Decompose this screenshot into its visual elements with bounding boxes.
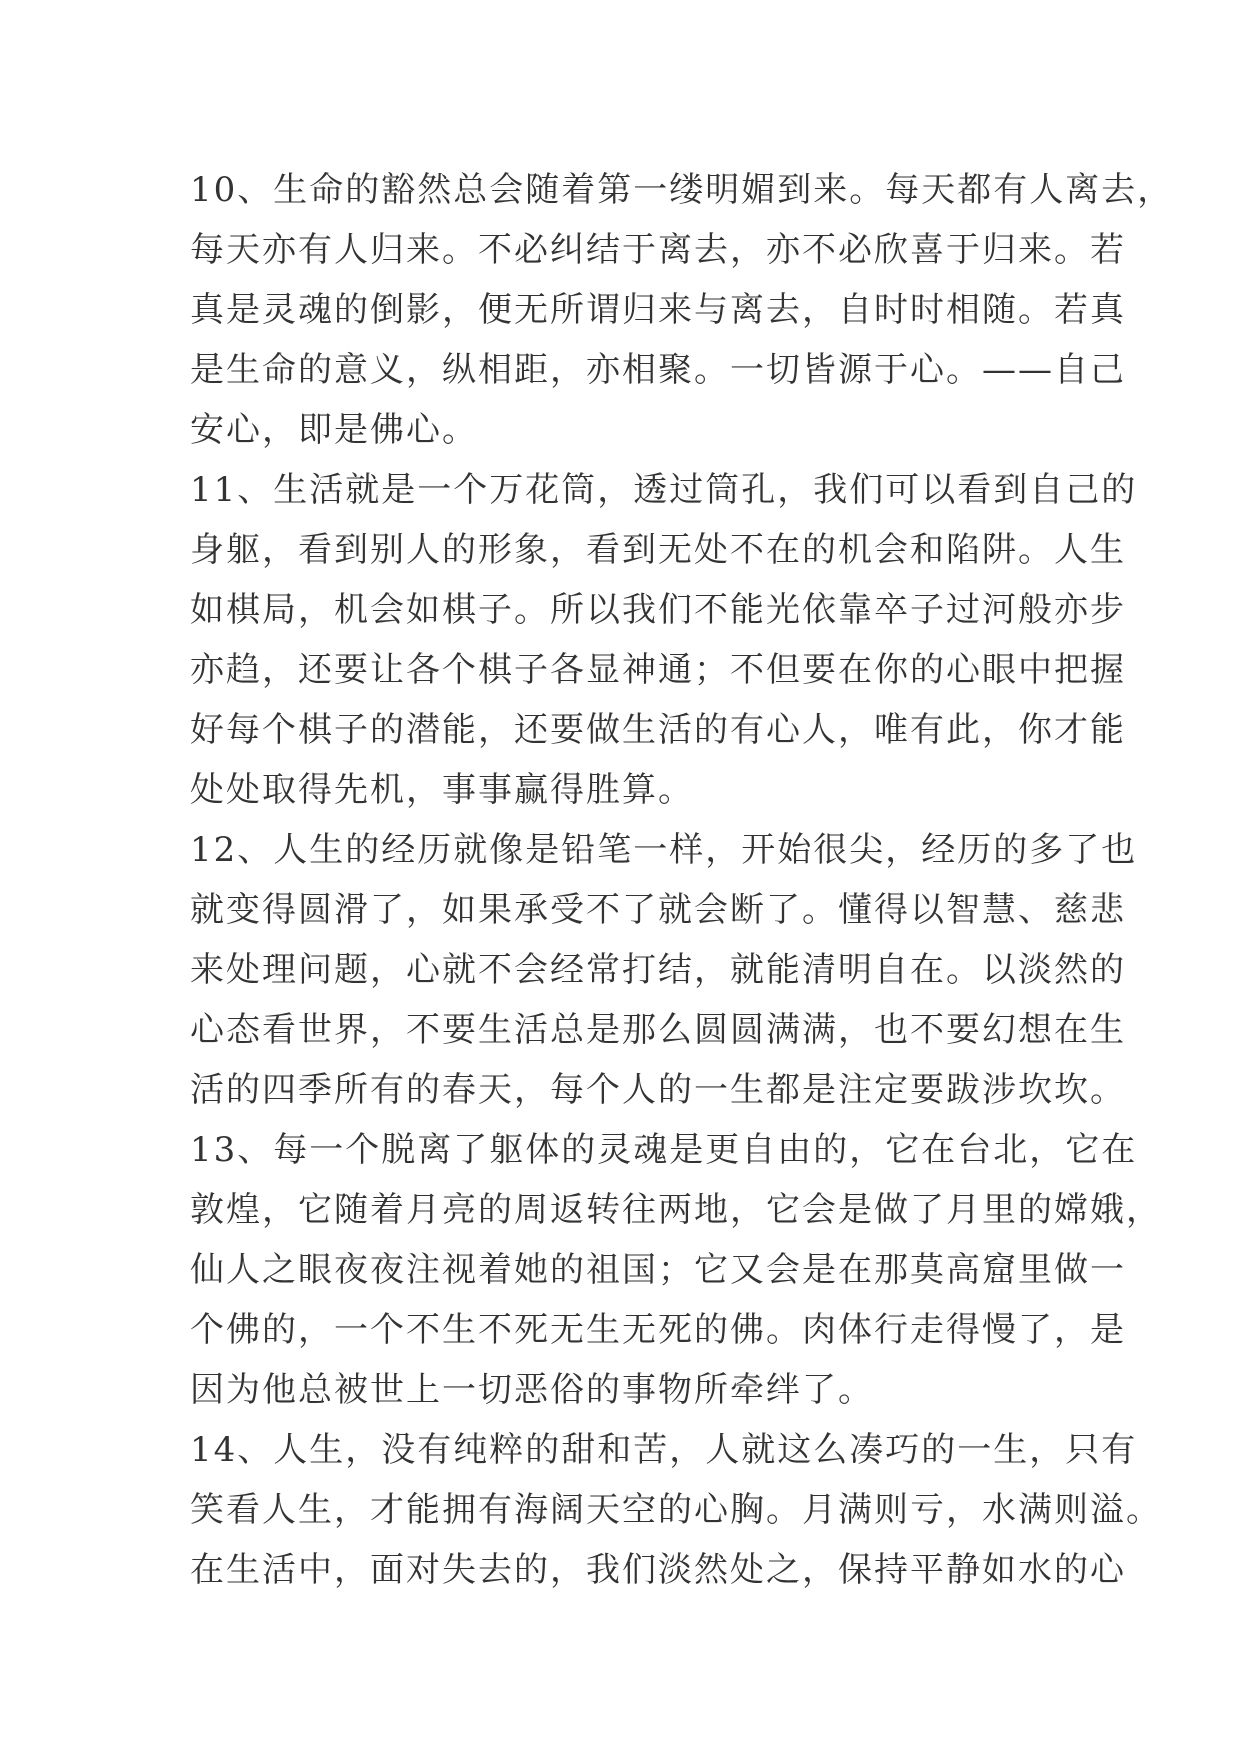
text-line: 好每个棋子的潜能，还要做生活的有心人，唯有此，你才能 (190, 710, 1126, 750)
paragraph-13 (190, 1120, 1162, 1420)
text-line: 个佛的，一个不生不死无生无死的佛。肉体行走得慢了，是 (190, 1310, 1126, 1350)
text-line: 仙人之眼夜夜注视着她的祖国；它又会是在那莫高窟里做一 (190, 1250, 1126, 1290)
text-line: 是生命的意义，纵相距，亦相聚。一切皆源于心。——自己 (190, 350, 1126, 390)
text-line: 13、每一个脱离了躯体的灵魂是更自由的，它在台北，它在 (190, 1130, 1138, 1170)
text-line: 11、生活就是一个万花筒，透过筒孔，我们可以看到自己的 (190, 470, 1138, 510)
text-line: 因为他总被世上一切恶俗的事物所牵绊了。 (190, 1370, 874, 1410)
text-line: 如棋局，机会如棋子。所以我们不能光依靠卒子过河般亦步 (190, 590, 1126, 630)
paragraph-12 (190, 820, 1138, 1120)
paragraph-14 (190, 1420, 1162, 1600)
text-line: 来处理问题，心就不会经常打结，就能清明自在。以淡然的 (190, 950, 1126, 990)
text-line: 每天亦有人归来。不必纠结于离去，亦不必欣喜于归来。若 (190, 230, 1126, 270)
text-line: 身躯，看到别人的形象，看到无处不在的机会和陷阱。人生 (190, 530, 1126, 570)
paragraph-11 (190, 460, 1138, 820)
text-line: 敦煌，它随着月亮的周返转往两地，它会是做了月里的嫦娥， (190, 1190, 1162, 1230)
text-line: 安心，即是佛心。 (190, 410, 478, 450)
text-line: 处处取得先机，事事赢得胜算。 (190, 770, 694, 810)
text-line: 真是灵魂的倒影，便无所谓归来与离去，自时时相随。若真 (190, 290, 1126, 330)
text-line: 就变得圆滑了，如果承受不了就会断了。懂得以智慧、慈悲 (190, 890, 1126, 930)
text-line: 心态看世界，不要生活总是那么圆圆满满，也不要幻想在生 (190, 1010, 1126, 1050)
document-body (190, 160, 1174, 1600)
text-line: 12、人生的经历就像是铅笔一样，开始很尖，经历的多了也 (190, 830, 1138, 870)
text-line: 14、人生，没有纯粹的甜和苦，人就这么凑巧的一生，只有 (190, 1430, 1138, 1470)
text-line: 亦趋，还要让各个棋子各显神通；不但要在你的心眼中把握 (190, 650, 1126, 690)
text-line: 在生活中，面对失去的，我们淡然处之，保持平静如水的心 (190, 1550, 1126, 1590)
text-line: 10、生命的豁然总会随着第一缕明媚到来。每天都有人离去， (190, 170, 1174, 210)
paragraph-10 (190, 160, 1174, 460)
text-line: 笑看人生，才能拥有海阔天空的心胸。月满则亏，水满则溢。 (190, 1490, 1162, 1530)
text-line: 活的四季所有的春天，每个人的一生都是注定要跋涉坎坎。 (190, 1070, 1126, 1110)
